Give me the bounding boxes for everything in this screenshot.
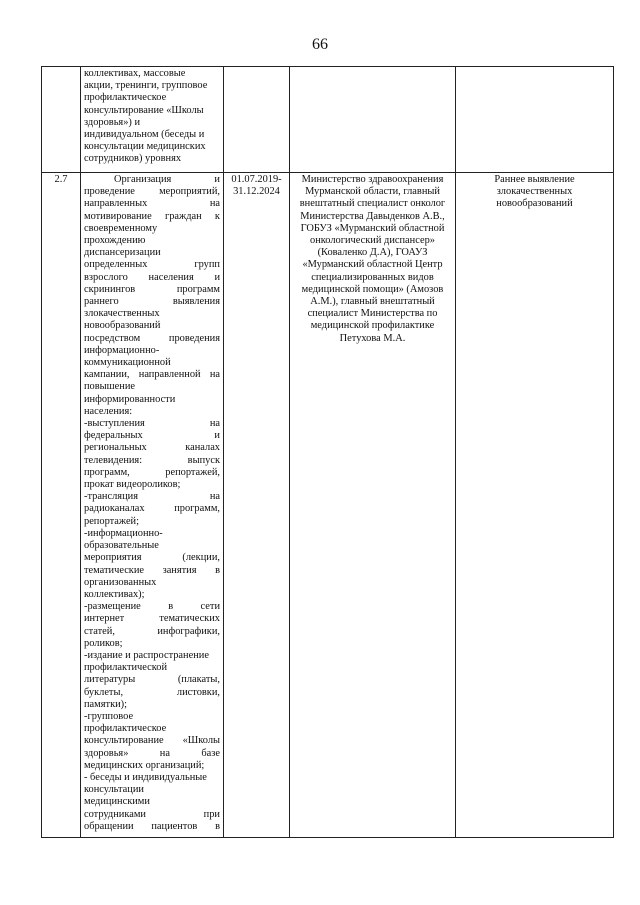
text-line: консультации медицинских <box>84 141 206 153</box>
cell-executors-empty <box>290 67 456 173</box>
text-line: прокат видеороликов; <box>84 479 181 491</box>
cell-dates: 01.07.2019- 31.12.2024 <box>224 173 290 838</box>
text-line: здоровья») и <box>84 116 141 128</box>
text-line: определенных групп <box>84 259 220 271</box>
text-line: программ, репортажей, <box>84 466 220 478</box>
text-line: -размещение в сети <box>84 601 220 613</box>
text-line: радиоканалах программ, <box>84 503 220 515</box>
text-line: акции, тренинги, групповое <box>84 80 208 92</box>
cell-number-empty <box>42 67 81 173</box>
text-line: посредством проведения <box>84 332 220 344</box>
text-line: направленных на <box>84 198 220 210</box>
text-line: профилактическое <box>84 723 167 735</box>
text-line: сотрудниками при <box>84 808 220 820</box>
table-row-continued <box>42 67 614 173</box>
text-line: интернет тематических <box>84 613 220 625</box>
text-line: информационно- <box>84 344 160 356</box>
text-line: литературы (плакаты, <box>84 674 220 686</box>
text-line: медицинскими <box>84 796 150 808</box>
text-line: коллективах); <box>84 588 145 600</box>
text-line: федеральных и <box>84 430 220 442</box>
cell-result: Раннее выявление злокачественных новообразований <box>456 173 614 838</box>
text-line: Организация и <box>114 174 220 185</box>
text-line: -издание и распространение <box>84 649 209 661</box>
text-line: информированности <box>84 393 176 405</box>
text-line: телевидения: выпуск <box>84 454 220 466</box>
text-line: своевременному <box>84 222 158 234</box>
text-line: консультирование «Школы <box>84 735 220 747</box>
text-line: здоровья» на базе <box>84 747 220 759</box>
text-line: злокачественных <box>84 308 160 320</box>
text-line: консультации <box>84 784 144 796</box>
text-line: организованных <box>84 576 157 588</box>
text-line: тематические занятия в <box>84 564 220 576</box>
text-line: -трансляция на <box>84 491 220 503</box>
text-line: кампании, направленной на <box>84 369 220 381</box>
text-line: коммуникационной <box>84 357 171 369</box>
cell-measure-text-continued <box>81 67 224 173</box>
page-number: 66 <box>312 36 328 53</box>
cell-number: 2.7 <box>42 173 81 838</box>
text-line: репортажей; <box>84 515 140 527</box>
text-line: мотивирование граждан к <box>84 210 220 222</box>
text-line: статей, инфографики, <box>84 625 220 637</box>
text-line: взрослого населения и <box>84 271 220 283</box>
text-line: раннего выявления <box>84 296 220 308</box>
text-line: индивидуальном (беседы и <box>84 129 205 141</box>
text-line: образовательные <box>84 540 159 552</box>
text-line: -выступления на <box>84 418 220 430</box>
text-line: мероприятия (лекции, <box>84 552 220 564</box>
text-line: диспансеризации <box>84 247 161 259</box>
text-line: проведение мероприятий, <box>84 186 220 198</box>
table-row <box>42 173 614 838</box>
text-line: обращении пациентов в <box>84 820 220 832</box>
plan-table <box>41 66 614 838</box>
text-line: сотрудников) уровнях <box>84 153 182 165</box>
text-line: медицинских организаций; <box>84 759 205 771</box>
text-line: региональных каналах <box>84 442 220 454</box>
text-line: населения: <box>84 405 133 417</box>
text-line: коллективах, массовые <box>84 68 186 79</box>
text-line: - беседы и индивидуальные <box>84 771 207 783</box>
text-line: повышение <box>84 381 135 393</box>
text-line: профилактическое <box>84 92 167 104</box>
text-line: роликов; <box>84 637 123 649</box>
text-line: прохождению <box>84 235 146 247</box>
text-line: профилактической <box>84 662 168 674</box>
cell-dates-empty <box>224 67 290 173</box>
cell-measure-text <box>81 173 224 838</box>
text-line: -групповое <box>84 710 134 722</box>
text-line: консультирование «Школы <box>84 104 204 116</box>
cell-result-empty <box>456 67 614 173</box>
text-line: буклеты, листовки, <box>84 686 220 698</box>
text-line: -информационно- <box>84 527 163 539</box>
text-line: новообразований <box>84 320 161 332</box>
text-line: скринингов программ <box>84 283 220 295</box>
text-line: памятки); <box>84 698 128 710</box>
cell-executors: Министерство здравоохранения Мурманской области, главный внештатный специалист онколог Министерства Давыденков А.В., ГОБУЗ «Мурманский областной онкологический диспансер» (Коваленко Д.А), ГОАУЗ «Мурманский областной Центр специализированных видов медицинской помощи» (Амозов А.М.), главный внештатный специалист Министерства по медицинской профилактике Петухова М.А. <box>290 173 456 838</box>
